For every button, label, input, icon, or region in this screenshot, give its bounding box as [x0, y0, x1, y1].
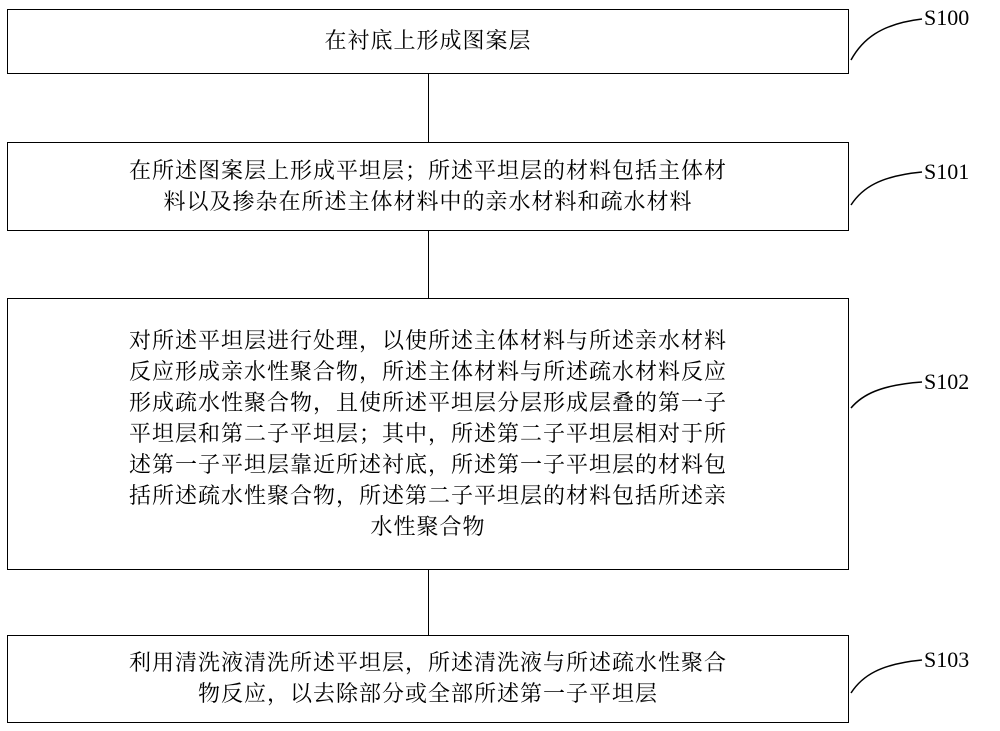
step-text-line: 利用清洗液清洗所述平坦层，所述清洗液与所述疏水性聚合: [128, 651, 727, 676]
step-label-s102: S102: [924, 369, 970, 394]
step-text-line: 形成疏水性聚合物，且使所述平坦层分层形成层叠的第一子: [128, 390, 727, 416]
step-text-line: 料以及掺杂在所述主体材料中的亲水材料和疏水材料: [163, 189, 693, 215]
step-text-line: 平坦层和第二子平坦层；其中，所述第二子平坦层相对于所: [128, 421, 727, 447]
leader-line-s103: [851, 660, 922, 693]
leader-line-s100: [851, 19, 922, 60]
step-label-s101: S101: [924, 159, 970, 184]
leader-line-s101: [851, 172, 922, 205]
leader-line-s102: [851, 382, 922, 408]
step-text-line: 水性聚合物: [370, 514, 486, 540]
step-text-line: 在衬底上形成图案层: [324, 29, 532, 54]
step-text-line: 物反应，以去除部分或全部所述第一子平坦层: [197, 682, 658, 707]
step-text-line: 反应形成亲水性聚合物，所述主体材料与所述疏水材料反应: [128, 359, 727, 385]
step-label-s100: S100: [924, 5, 970, 30]
step-label-s103: S103: [924, 647, 970, 672]
step-text-line: 对所述平坦层进行处理，以使所述主体材料与所述亲水材料: [128, 328, 727, 354]
step-text-line: 在所述图案层上形成平坦层；所述平坦层的材料包括主体材: [128, 158, 727, 184]
step-text-line: 述第一子平坦层靠近所述衬底，所述第一子平坦层的材料包: [128, 452, 727, 478]
step-text-line: 括所述疏水性聚合物，所述第二子平坦层的材料包括所述亲: [128, 483, 727, 509]
